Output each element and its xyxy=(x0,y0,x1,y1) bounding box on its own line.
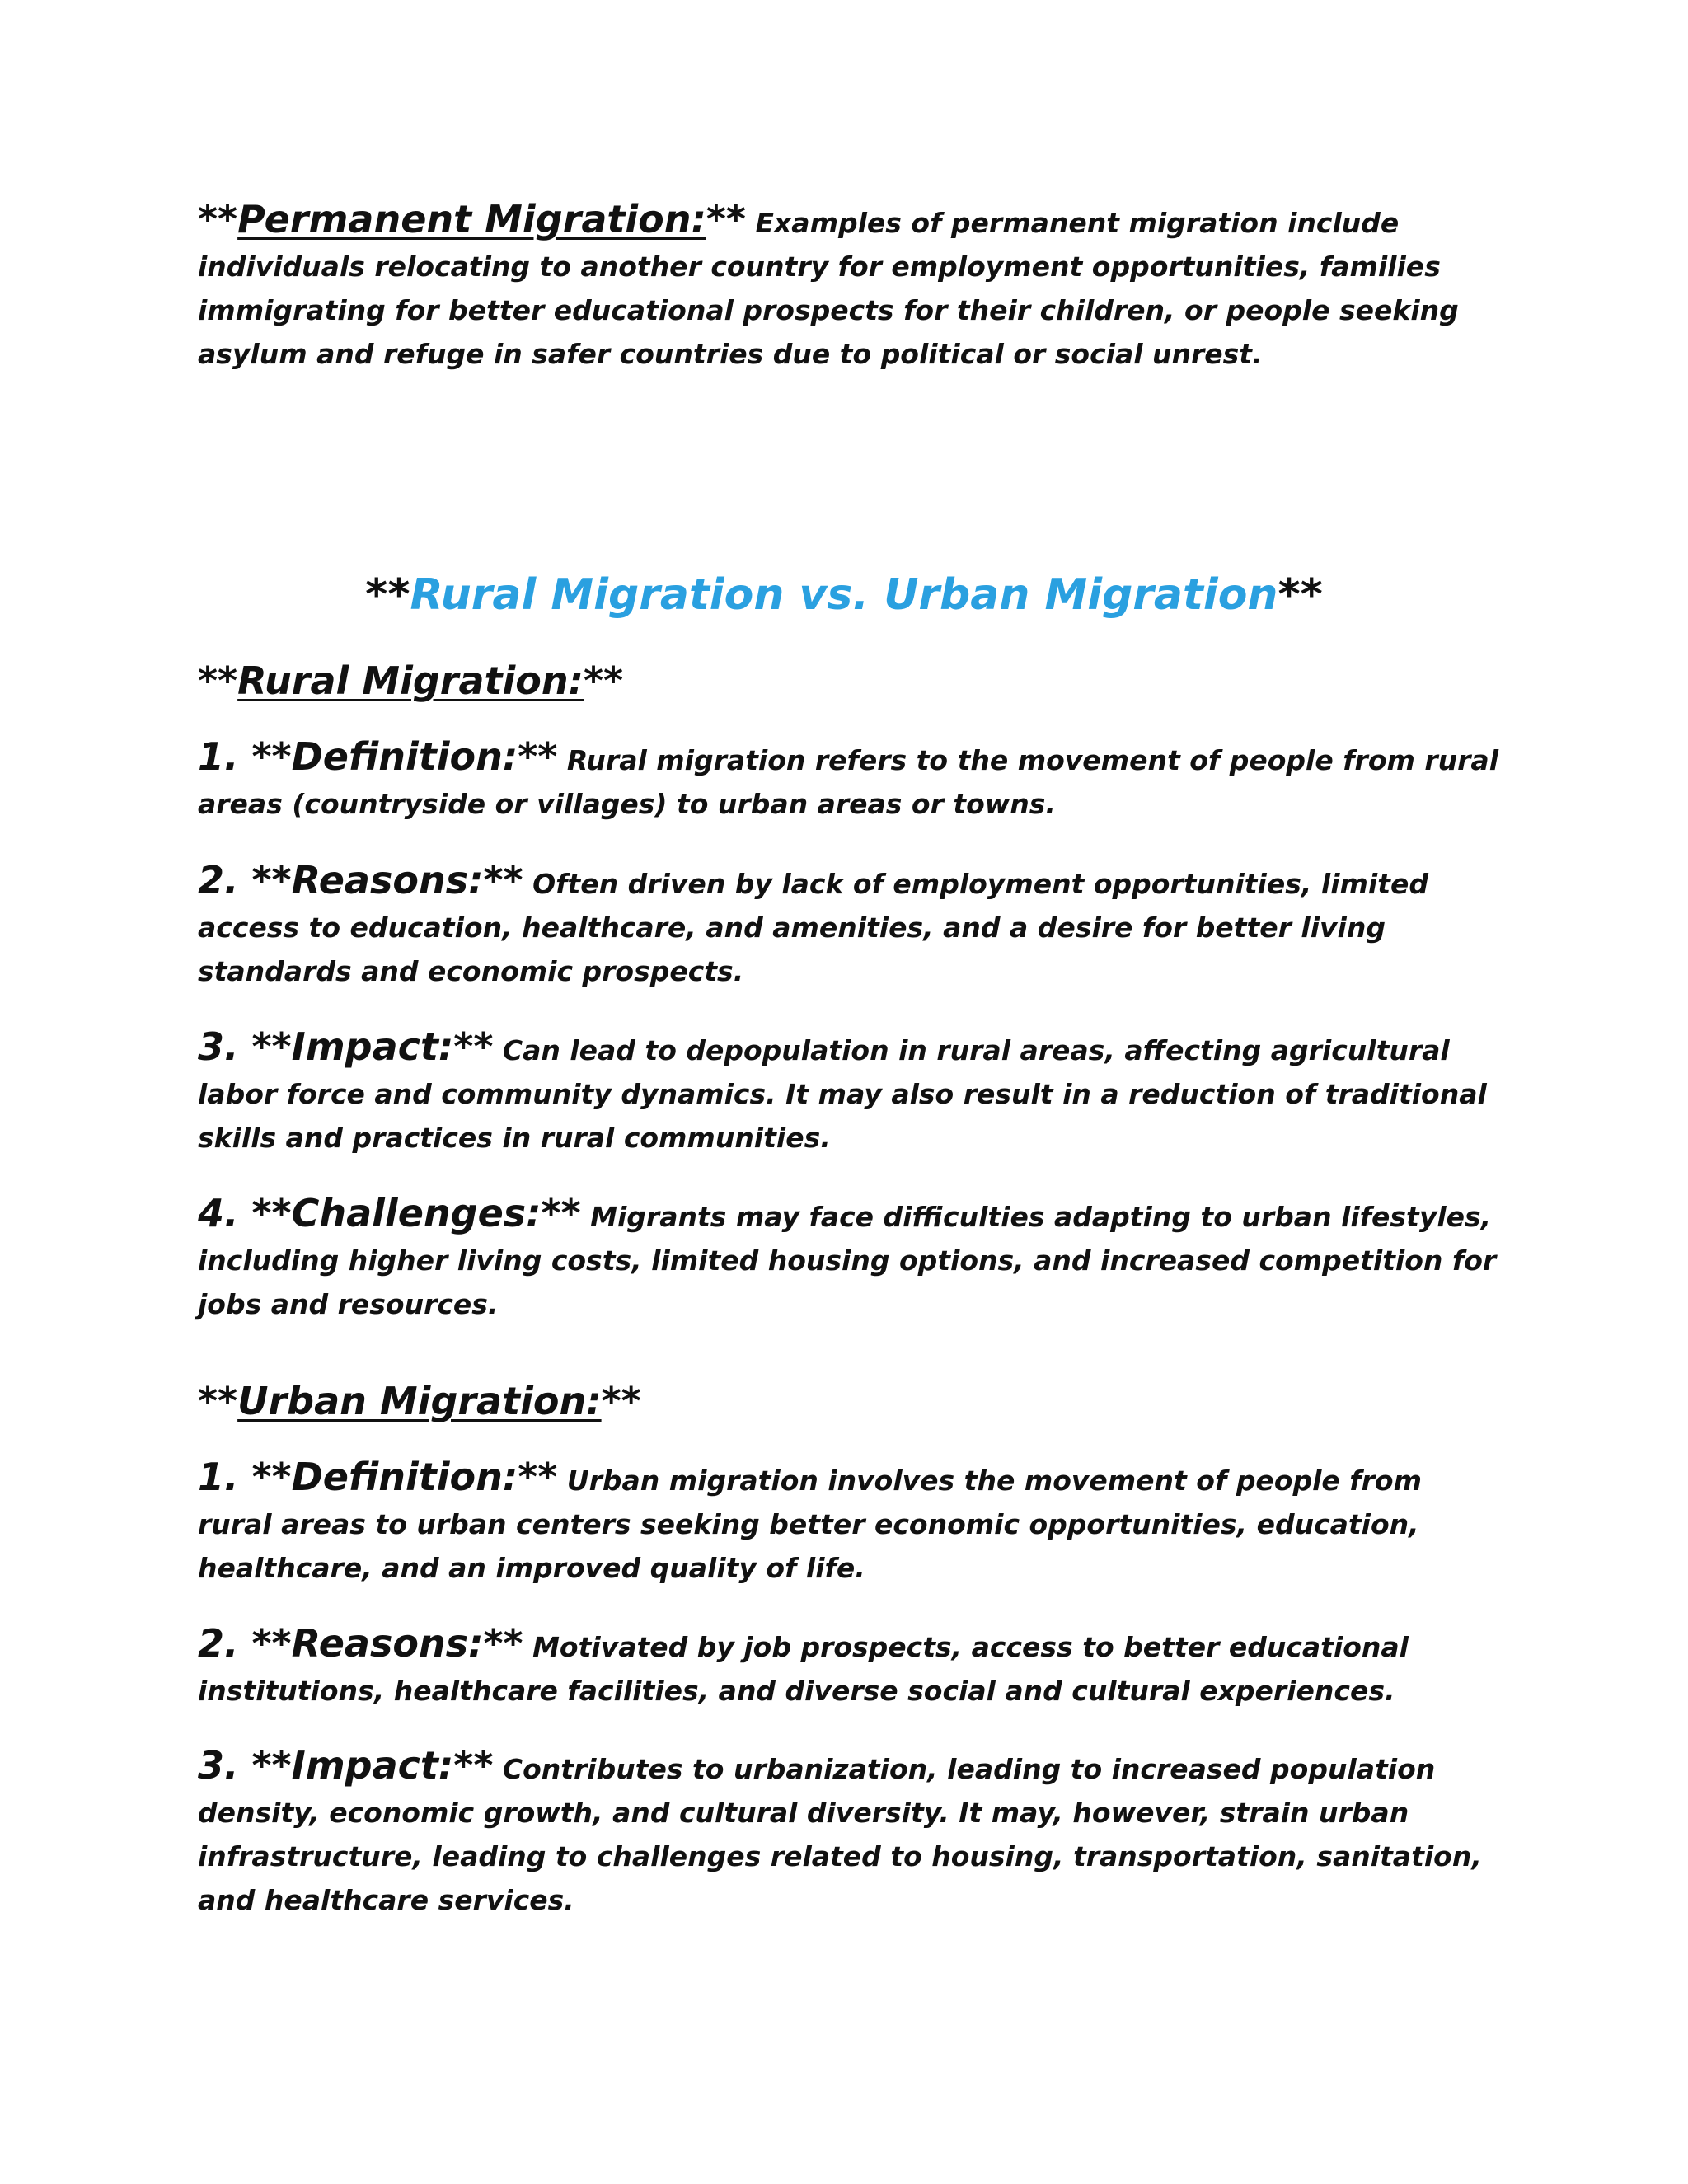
rural-migration-heading-block xyxy=(198,656,1500,705)
urban-item-reasons xyxy=(198,1622,1500,1713)
urban-migration-heading: **Urban Migration:** xyxy=(198,1379,641,1423)
rural-item-reasons xyxy=(198,859,1500,993)
permanent-migration-section xyxy=(198,198,1500,376)
permanent-migration-lead: **Permanent Migration:** xyxy=(198,197,746,241)
list-item: 1. **Definition:** Rural migration refers to the movement of people from rural areas (countryside or villages) to urban areas or towns. xyxy=(198,734,1499,820)
permanent-migration-term: Permanent Migration: xyxy=(237,197,706,241)
list-item: 2. **Reasons:** Motivated by job prospects, access to better educational institutions, healthcare facilities, and diverse social and cultural experiences. xyxy=(198,1621,1409,1707)
rural-migration-heading: **Rural Migration:** xyxy=(198,658,624,703)
permanent-migration-body: Examples of permanent migration include individuals relocating to another country for employment opportunities, families immigrating for better educational prospects for their children, or people seeking asylum and refuge in safer countries due to political or social unrest. xyxy=(198,207,1459,370)
urban-item-definition xyxy=(198,1455,1500,1590)
section-title-text: Rural Migration vs. Urban Migration xyxy=(410,570,1278,620)
list-item: 3. **Impact:** Can lead to depopulation in rural areas, affecting agricultural labor force and community dynamics. It may also result in a reduction of traditional skills and practices in rural communities. xyxy=(198,1024,1487,1154)
section-title: **Rural Migration vs. Urban Migration** xyxy=(365,570,1323,620)
list-item: 2. **Reasons:** Often driven by lack of employment opportunities, limited access to education, healthcare, and amenities, and a desire for better living standards and economic prospects. xyxy=(198,858,1429,987)
rural-item-definition xyxy=(198,735,1500,826)
rural-item-challenges xyxy=(198,1192,1500,1326)
list-item: 3. **Impact:** Contributes to urbanization, leading to increased population density, economic growth, and cultural diversity. It may, however, strain urban infrastructure, leading to challenges related to housing, transportation, sanitation, and healthcare services. xyxy=(198,1743,1482,1916)
urban-item-impact xyxy=(198,1744,1500,1922)
permanent-migration-paragraph xyxy=(198,198,1500,376)
urban-migration-heading-block xyxy=(198,1376,1500,1426)
list-item: 1. **Definition:** Urban migration involves the movement of people from rural areas to urban centers seeking better economic opportunities, education, healthcare, and an improved quality of life. xyxy=(198,1455,1422,1584)
rural-item-impact xyxy=(198,1025,1500,1160)
list-item: 4. **Challenges:** Migrants may face difficulties adapting to urban lifestyles, including higher living costs, limited housing options, and increased competition for jobs and resources. xyxy=(198,1191,1497,1320)
